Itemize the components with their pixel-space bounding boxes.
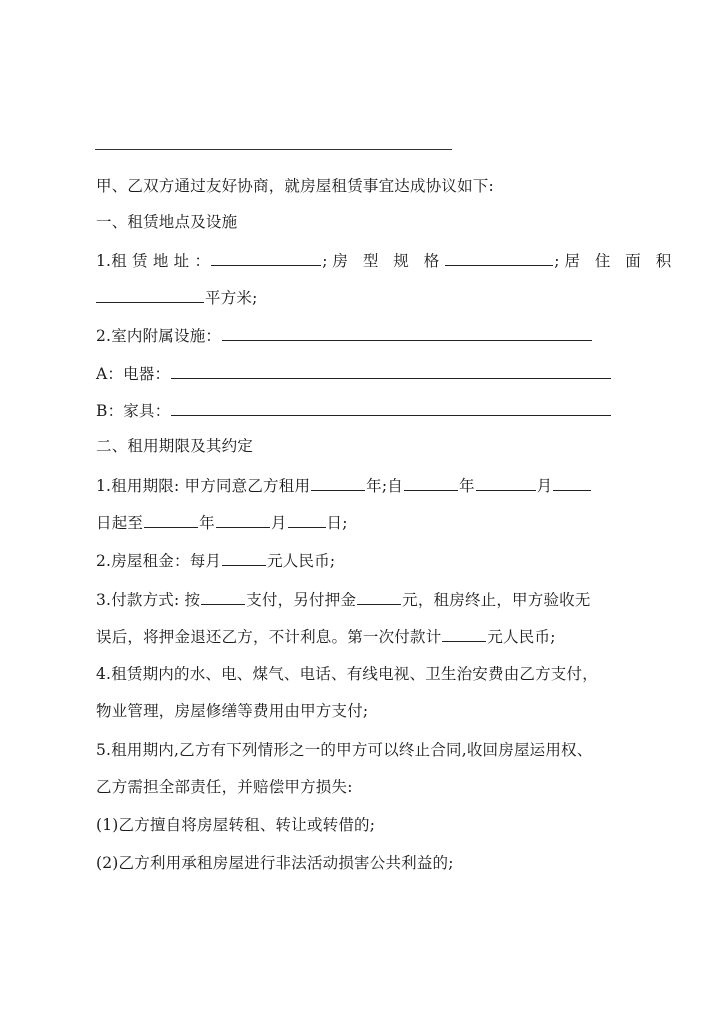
term-label: 1.租用期限: 甲方同意乙方租用	[96, 477, 311, 495]
area-line	[96, 287, 636, 308]
appliances-line	[96, 363, 636, 384]
rent-blank[interactable]	[222, 550, 266, 566]
payment-label: 3.付款方式: 按	[96, 591, 201, 609]
end-day-blank[interactable]	[288, 512, 326, 528]
section1-heading: 一、租赁地点及设施	[96, 213, 238, 231]
start-month-blank[interactable]	[476, 475, 536, 491]
term-line-1	[96, 475, 636, 496]
first-payment-blank[interactable]	[442, 626, 486, 642]
end-year-blank[interactable]	[144, 512, 198, 528]
payment-after-text: 元，租房终止，甲方验收无	[402, 591, 591, 609]
area-blank[interactable]	[96, 287, 204, 303]
end-year-label: 年	[199, 514, 215, 532]
termination-case-2: (2)乙方利用承租房屋进行非法活动损害公共利益的;	[96, 854, 454, 872]
area-unit: 平方米;	[205, 289, 258, 307]
end-month-blank[interactable]	[216, 512, 270, 528]
payment-line-2	[96, 626, 636, 647]
termination-line-2: 乙方需担全部责任，并赔偿甲方损失:	[96, 778, 353, 796]
address-blank[interactable]	[211, 250, 321, 266]
address-label: 1.租 赁 地 址 ：	[96, 252, 211, 270]
term-year-unit: 年;自	[366, 477, 403, 495]
term-years-blank[interactable]	[311, 475, 365, 491]
rent-label: 2.房屋租金：每月	[96, 552, 222, 570]
type-blank[interactable]	[445, 250, 553, 266]
termination-line-1: 5.租用期内,乙方有下列情形之一的甲方可以终止合同,收回房屋运用权、	[96, 741, 593, 759]
furniture-label: B：家具：	[96, 402, 171, 420]
term-line-2	[96, 512, 636, 533]
furniture-blank[interactable]	[171, 400, 611, 416]
fees-line-1: 4.租赁期内的水、电、煤气、电话、有线电视、卫生治安费由乙方支付，	[96, 665, 598, 683]
section2-heading: 二、租用期限及其约定	[96, 437, 254, 455]
facilities-label: 2.室内附属设施：	[96, 327, 222, 345]
appliances-label: A：电器：	[96, 365, 171, 383]
payment-line2-text: 误后，将押金退还乙方，不计利息。第一次付款计	[96, 628, 442, 646]
start-year-blank[interactable]	[404, 475, 458, 491]
payment-unit: 元人民币;	[487, 628, 556, 646]
furniture-line	[96, 400, 636, 421]
start-day-blank[interactable]	[553, 475, 591, 491]
start-month-label: 月	[536, 477, 553, 495]
address-line	[96, 250, 677, 271]
fees-line-2: 物业管理，房屋修缮等费用由甲方支付;	[96, 702, 369, 720]
top-divider	[95, 149, 452, 150]
intro-text: 甲、乙双方通过友好协商，就房屋租赁事宜达成协议如下:	[96, 177, 494, 195]
payment-method-blank[interactable]	[201, 589, 245, 605]
area-label: ;居 住 面 积	[554, 252, 677, 270]
facilities-blank[interactable]	[222, 325, 592, 341]
end-month-label: 月	[270, 514, 287, 532]
appliances-blank[interactable]	[171, 363, 611, 379]
payment-pay-text: 支付，另付押金	[246, 591, 357, 609]
rent-line	[96, 550, 636, 571]
payment-line-1	[96, 589, 636, 610]
facilities-line	[96, 325, 636, 346]
type-label: ;房 型 规 格	[322, 252, 445, 270]
deposit-blank[interactable]	[357, 589, 401, 605]
start-year-label: 年	[458, 477, 475, 495]
termination-case-1: (1)乙方擅自将房屋转租、转让或转借的;	[96, 816, 376, 834]
start-day-label: 日起至	[96, 514, 144, 532]
rent-unit: 元人民币;	[267, 552, 336, 570]
end-day-label: 日;	[326, 514, 348, 532]
